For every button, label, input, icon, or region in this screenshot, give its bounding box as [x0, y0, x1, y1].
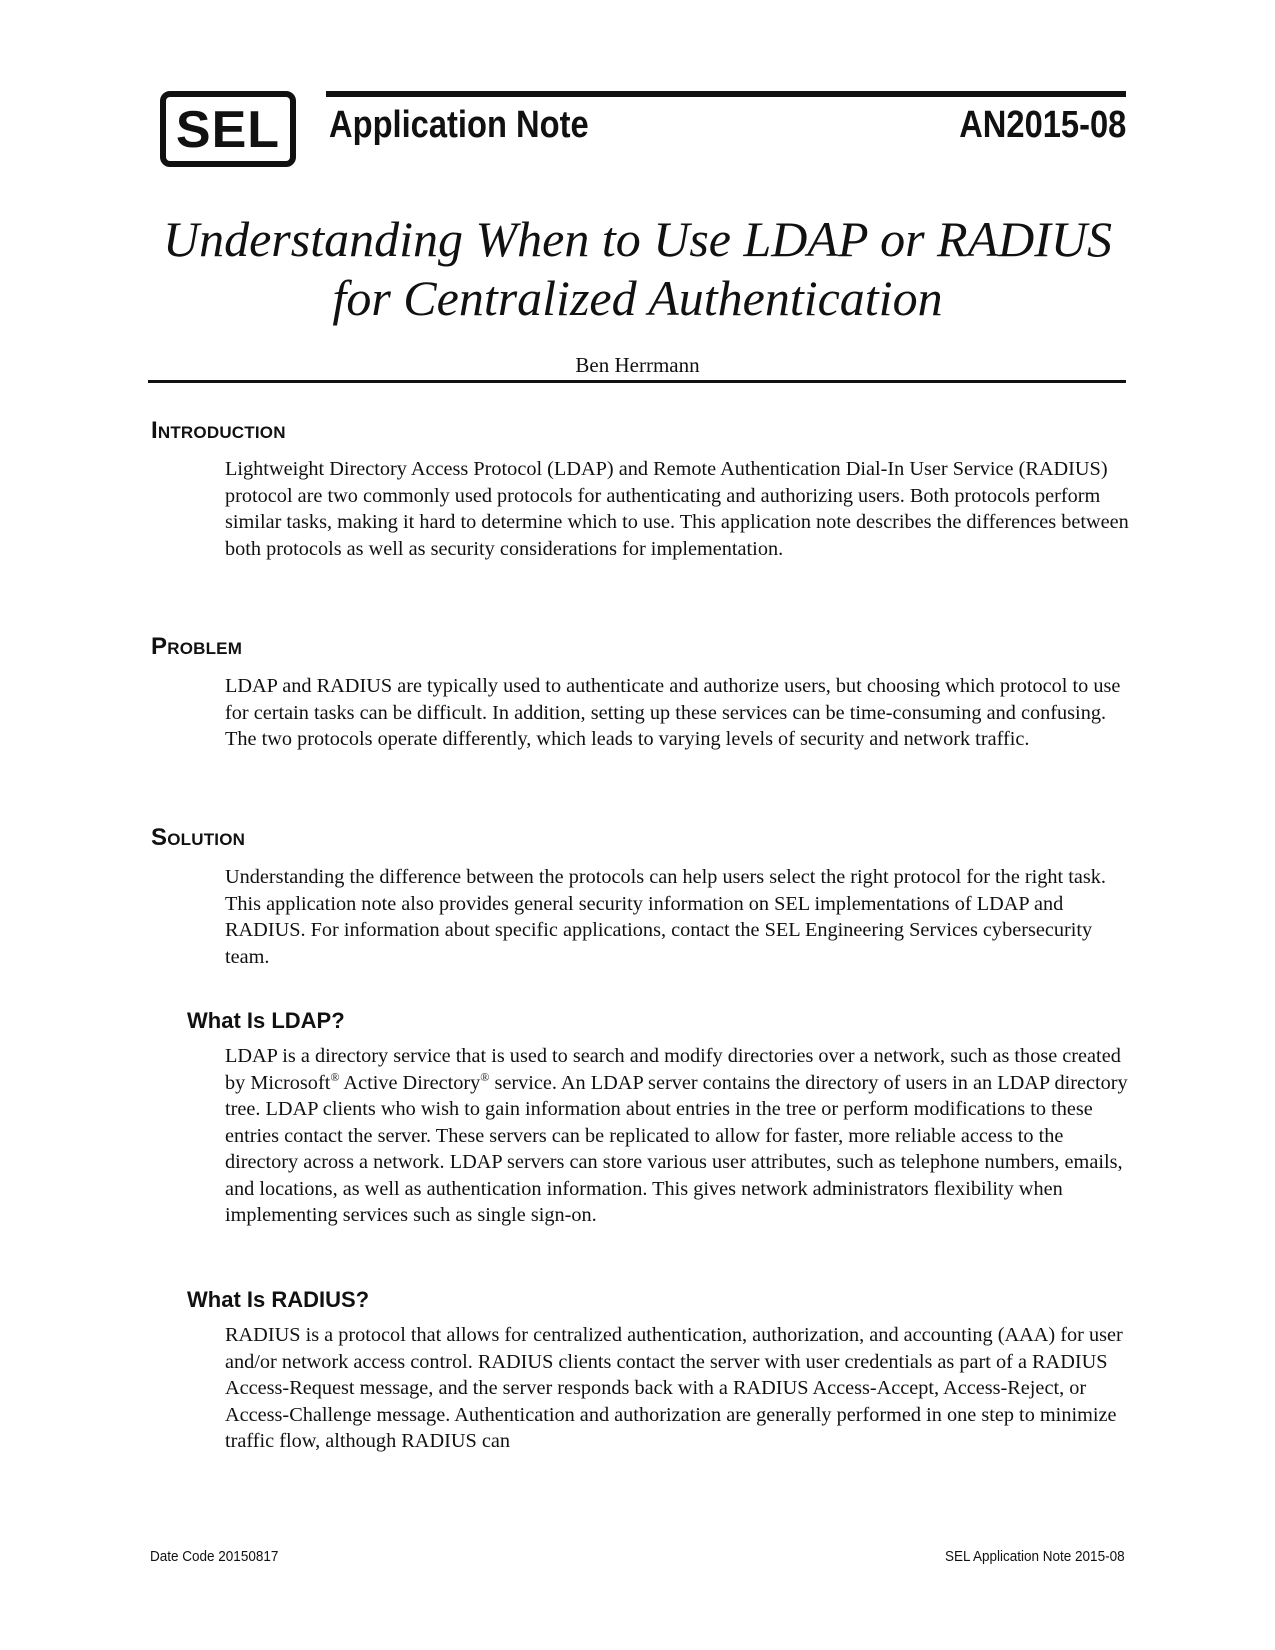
title-rule [148, 380, 1126, 383]
introduction-heading-cap: I [151, 417, 158, 444]
what-is-radius-heading: What Is RADIUS? [187, 1287, 370, 1312]
ldap-text-part-c: service. An LDAP server contains the directory of users in an LDAP directory tree. LDAP clients who wish to gain information about entries in the tree or perform modifications to these entries contact the server. These servers can be replicated to allow for faster, more reliable access to the directory across a network. LDAP servers can store various user attributes, such as telephone numbers, emails, and locations, as well as authentication information. This gives network administrators flexibility when implementing services such as single sign-on. [225, 1071, 1128, 1226]
introduction-text: Lightweight Directory Access Protocol (LDAP) and Remote Authentication Dial-In User Service (RADIUS) protocol are two commonly used protocols for authenticating and authorizing users. Both protocols perform similar tasks, making it hard to determine which to use. This application note describes the differences between both protocols as well as security considerations for implementation. [225, 458, 1129, 560]
title-line-2: for Centralized Authentication [332, 270, 943, 326]
problem-heading-cap: P [151, 633, 168, 660]
solution-heading [151, 824, 245, 854]
problem-text: LDAP and RADIUS are typically used to authenticate and authorize users, but choosing which protocol to use for certain tasks can be difficult. In addition, setting up these services can be time-consuming and confusing. The two protocols operate differently, which leads to varying levels of security and network traffic. [225, 675, 1121, 750]
document-title [100, 210, 1175, 328]
footer-doc-ref: SEL Application Note 2015-08 [945, 1548, 1125, 1565]
problem-heading [151, 633, 242, 663]
header-rule [326, 91, 1126, 97]
sel-logo [160, 91, 296, 167]
footer-date-code: Date Code 20150817 [150, 1548, 279, 1565]
solution-heading-rest: OLUTION [167, 830, 246, 849]
ldap-text-part-a: LDAP is a directory service that is used to search and modify directories over a network, such as those created by Microsoft [225, 1045, 1121, 1094]
registered-mark: ® [480, 1069, 490, 1084]
doc-number-label: AN2015-08 [958, 104, 1126, 146]
registered-mark: ® [330, 1069, 340, 1084]
solution-text: Understanding the difference between the protocols can help users select the right protocol for the right task. This application note also provides general security information on SEL implementations of LDAP and RADIUS. For information about specific applications, contact the SEL Engineering Services cybersecurity team. [225, 866, 1107, 968]
author-name: Ben Herrmann [575, 353, 700, 377]
doc-type-label: Application Note [329, 104, 589, 146]
introduction-heading [151, 417, 286, 447]
introduction-heading-rest: NTRODUCTION [157, 423, 286, 442]
solution-heading-cap: S [151, 824, 168, 851]
title-line-1: Understanding When to Use LDAP or RADIUS [163, 211, 1112, 267]
logo-text: SEL [175, 101, 281, 159]
problem-heading-rest: ROBLEM [167, 639, 243, 658]
ldap-text-part-b: Active Directory [339, 1071, 481, 1094]
what-is-radius-text: RADIUS is a protocol that allows for centralized authentication, authorization, and accounting (AAA) for user and/or network access control. RADIUS clients contact the server with user credentials as part of a RADIUS Access-Request message, and the server responds back with a RADIUS Access-Accept, Access-Reject, or Access-Challenge message. Authentication and authorization are generally performed in one step to minimize traffic flow, although RADIUS can [225, 1324, 1123, 1452]
what-is-ldap-text [225, 1043, 1135, 1229]
what-is-ldap-heading: What Is LDAP? [187, 1008, 345, 1033]
